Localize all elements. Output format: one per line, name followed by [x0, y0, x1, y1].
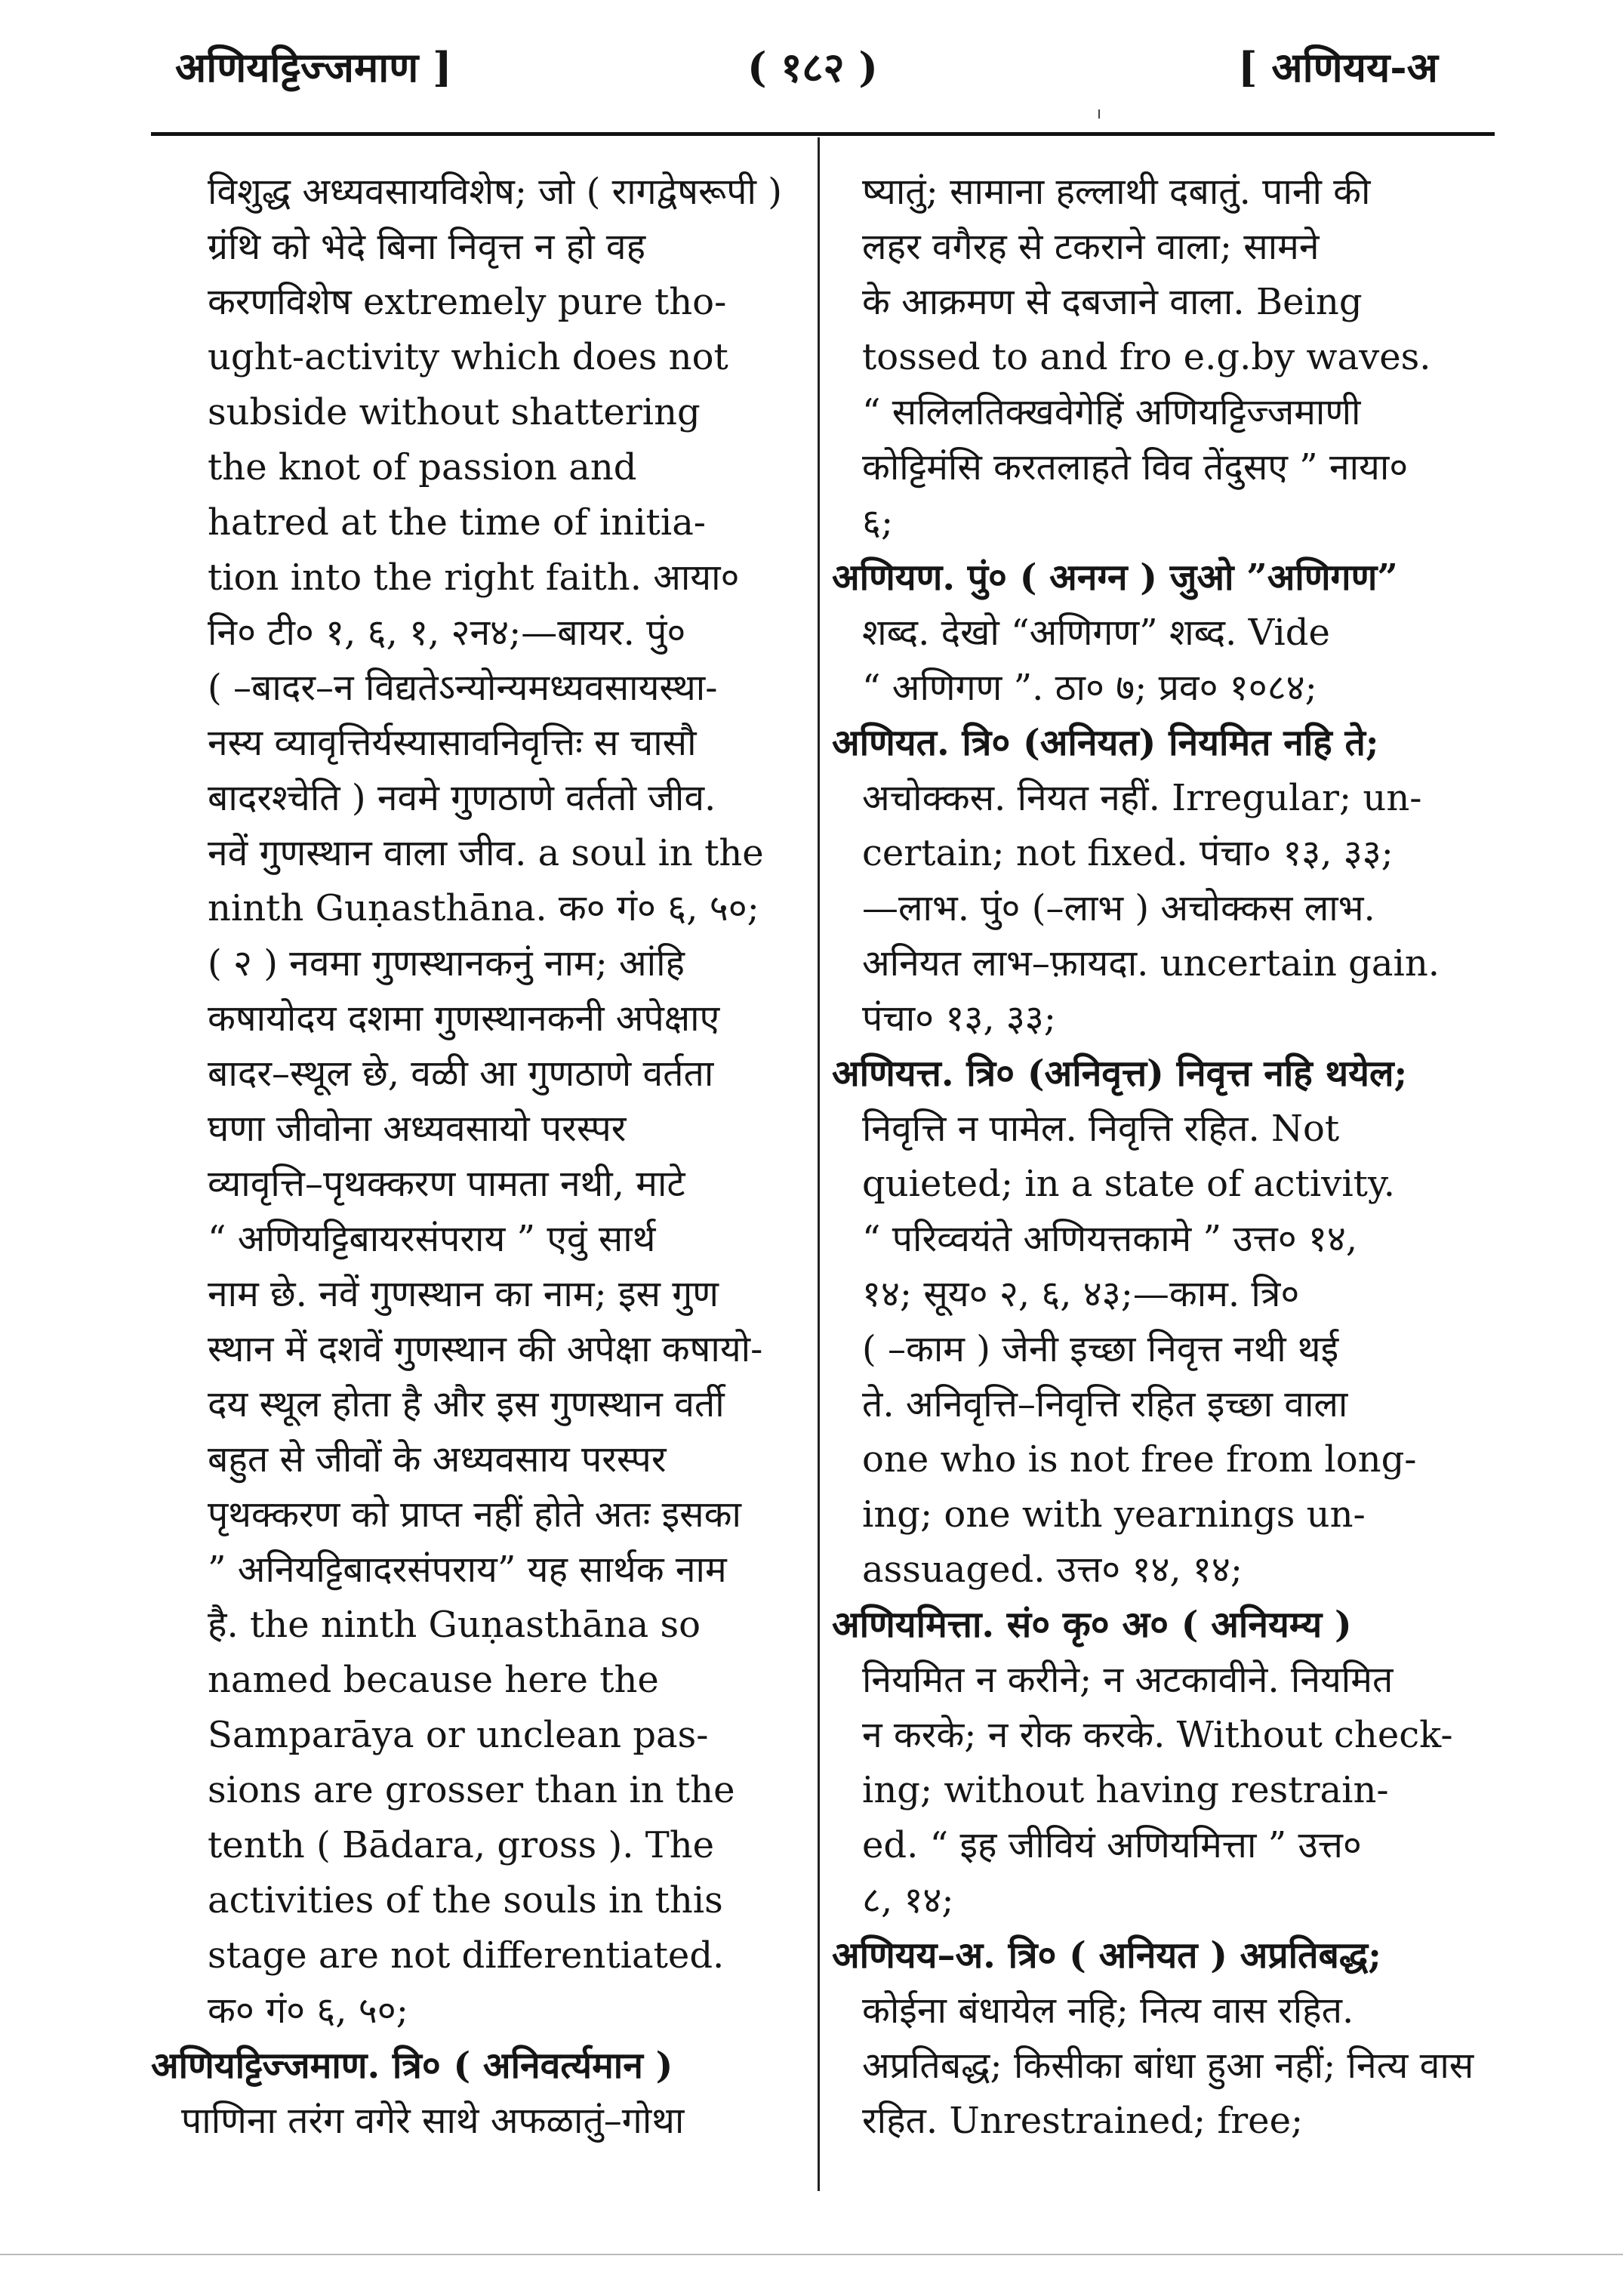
- text-line: कोट्टिमंसि करतलाहते विव तेंदुसए ” नाया०: [862, 446, 1409, 488]
- text-line: ष्यातुं; सामाना हल्लाथी दबातुं. पानी की: [862, 171, 1371, 213]
- text-line: tenth ( Bādara, gross ). The: [208, 1824, 715, 1866]
- text-line: ed. “ इह जीवियं अणियमित्ता ” उत्त०: [862, 1824, 1362, 1866]
- text-line: पृथक्करण को प्राप्त नहीं होते अतः इसका: [208, 1493, 741, 1536]
- text-line: लहर वगैरह से टकराने वाला; सामने: [862, 226, 1320, 268]
- text-line: quieted; in a state of activity.: [862, 1163, 1395, 1205]
- text-line: बादर–स्थूल छे, वळी आ गुणठाणे वर्तता: [208, 1052, 714, 1095]
- text-line: “ सलिलतिक्खवेगेहिं अणियट्टिज्जमाणी: [862, 391, 1361, 433]
- text-line: sions are grosser than in the: [208, 1769, 735, 1811]
- text-line: पंचा० १३, ३३;: [862, 997, 1056, 1040]
- text-line: ते. अनिवृत्ति–निवृत्ति रहित इच्छा वाला: [862, 1383, 1348, 1425]
- dictionary-headword-line: अणियण. पुं० ( अनग्न ) जुओ ”अणिगण”: [832, 556, 1398, 599]
- text-line: tion into the right faith. आया०: [208, 556, 740, 599]
- text-line: certain; not fixed. पंचा० १३, ३३;: [862, 832, 1394, 874]
- text-line: नवें गुणस्थान वाला जीव. a soul in the: [208, 832, 764, 874]
- text-line: नाम छे. नवें गुणस्थान का नाम; इस गुण: [208, 1273, 719, 1315]
- right-column: [832, 165, 1511, 2149]
- text-line: named because here the: [208, 1659, 659, 1701]
- text-line: the knot of passion and: [208, 446, 637, 488]
- text-line: के आक्रमण से दबजाने वाला. Being: [862, 281, 1363, 323]
- text-line: दय स्थूल होता है और इस गुणस्थान वर्ती: [208, 1383, 725, 1425]
- dictionary-headword-line: अणियत्त. त्रि० (अनिवृत्त) निवृत्त नहि थयेल;: [832, 1052, 1408, 1095]
- text-line: १४; सूय० २, ६, ४३;—काम. त्रि०: [862, 1273, 1300, 1315]
- text-line: क० गं० ६, ५०;: [208, 1989, 408, 2032]
- text-line: assuaged. उत्त० १४, १४;: [862, 1549, 1243, 1591]
- text-line: नि० टी० १, ६, १, २न४;—बायर. पुं०: [208, 612, 686, 654]
- text-line: ( २ ) नवमा गुणस्थानकनुं नाम; आंहि: [208, 942, 685, 985]
- text-line: नस्य व्यावृत्तिर्यस्यासावनिवृत्तिः स चासौ: [208, 722, 697, 764]
- text-line: स्थान में दशवें गुणस्थान की अपेक्षा कषायो-: [208, 1328, 763, 1370]
- dictionary-headword-line: अणियय–अ. त्रि० ( अनियत ) अप्रतिबद्ध;: [832, 1934, 1381, 1977]
- text-line: घणा जीवोना अध्यवसायो परस्पर: [208, 1108, 627, 1150]
- text-line: कषायोदय दशमा गुणस्थानकनी अपेक्षाए: [208, 997, 720, 1040]
- text-line: अप्रतिबद्ध; किसीका बांधा हुआ नहीं; नित्य वास: [862, 2045, 1474, 2087]
- text-line: ught-activity which does not: [208, 336, 728, 378]
- dictionary-headword-line: अणियट्टिज्जमाण. त्रि० ( अनिवर्त्यमान ): [151, 2045, 673, 2087]
- text-line: stage are not differentiated.: [208, 1934, 725, 1977]
- text-line: विशुद्ध अध्यवसायविशेष; जो ( रागद्वेषरूपी ): [208, 171, 782, 213]
- text-line: ninth Guṇasthāna. क० गं० ६, ५०;: [208, 887, 759, 929]
- text-line: “ परिव्वयंते अणियत्तकामे ” उत्त० १४,: [862, 1218, 1358, 1260]
- text-line: “ अणियट्टिबायरसंपराय ” एवुं सार्थ: [208, 1218, 656, 1260]
- dictionary-headword-line: अणियत. त्रि० (अनियत) नियमित नहि ते;: [832, 722, 1379, 764]
- page-header: [0, 38, 1623, 121]
- text-line: “ अणिगण ”. ठा० ७; प्रव० १०८४;: [862, 667, 1317, 709]
- text-line: activities of the souls in this: [208, 1879, 723, 1922]
- text-line: ग्रंथि को भेदे बिना निवृत्त न हो वह: [208, 226, 646, 268]
- text-line: ing; without having restrain-: [862, 1769, 1389, 1811]
- column-divider: [818, 137, 820, 2191]
- print-mark: [1098, 109, 1100, 119]
- text-line: शब्द. देखो “अणिगण” शब्द. Vide: [862, 612, 1330, 654]
- text-line: पाणिना तरंग वगेरे साथे अफळातुं–गोथा: [181, 2100, 685, 2142]
- text-line: one who is not free from long-: [862, 1438, 1417, 1481]
- page-number: ( १८२ ): [747, 43, 878, 91]
- text-line: subside without shattering: [208, 391, 701, 433]
- text-line: अनियत लाभ–फ़ायदा. uncertain gain.: [862, 942, 1440, 985]
- page-bottom-edge: [0, 2254, 1623, 2255]
- text-line: ६;: [862, 501, 894, 544]
- text-line: नियमित न करीने; न अटकावीने. नियमित: [862, 1659, 1394, 1701]
- text-line: ” अनियट्टिबादरसंपराय” यह सार्थक नाम: [208, 1549, 727, 1591]
- dictionary-headword-line: अणियमित्ता. सं० कृ० अ० ( अनियम्य ): [832, 1604, 1352, 1646]
- text-line: रहित. Unrestrained; free;: [862, 2100, 1304, 2142]
- text-line: ८, १४;: [862, 1879, 954, 1922]
- text-line: —लाभ. पुं० (–लाभ ) अचोक्कस लाभ.: [862, 887, 1375, 929]
- running-head-left: अणियट्टिज्जमाण ]: [175, 43, 452, 91]
- text-line: न करके; न रोक करके. Without check-: [862, 1714, 1453, 1756]
- text-line: करणविशेष extremely pure tho-: [208, 281, 727, 323]
- text-line: कोईना बंधायेल नहि; नित्य वास रहित.: [862, 1989, 1354, 2032]
- text-line: ( –बादर–न विद्यतेऽन्योन्यमध्यवसायस्था-: [208, 667, 718, 709]
- left-column: [151, 165, 815, 2149]
- text-line: बादरश्चेति ) नवमे गुणठाणे वर्ततो जीव.: [208, 777, 716, 819]
- text-line: बहुत से जीवों के अध्यवसाय परस्पर: [208, 1438, 667, 1481]
- running-head-right: [ अणियय-अ: [1238, 43, 1438, 91]
- text-line: व्यावृत्ति–पृथक्करण पामता नथी, माटे: [208, 1163, 685, 1205]
- text-line: tossed to and fro e.g.by waves.: [862, 336, 1431, 378]
- text-line: ing; one with yearnings un-: [862, 1493, 1366, 1536]
- text-line: ( –काम ) जेनी इच्छा निवृत्त नथी थई: [862, 1328, 1339, 1370]
- header-rule: [151, 132, 1495, 136]
- text-line: Samparāya or unclean pas-: [208, 1714, 709, 1756]
- text-line: hatred at the time of initia-: [208, 501, 707, 544]
- text-line: है. the ninth Guṇasthāna so: [208, 1604, 701, 1646]
- text-line: अचोक्कस. नियत नहीं. Irregular; un-: [862, 777, 1422, 819]
- text-line: निवृत्ति न पामेल. निवृत्ति रहित. Not: [862, 1108, 1340, 1150]
